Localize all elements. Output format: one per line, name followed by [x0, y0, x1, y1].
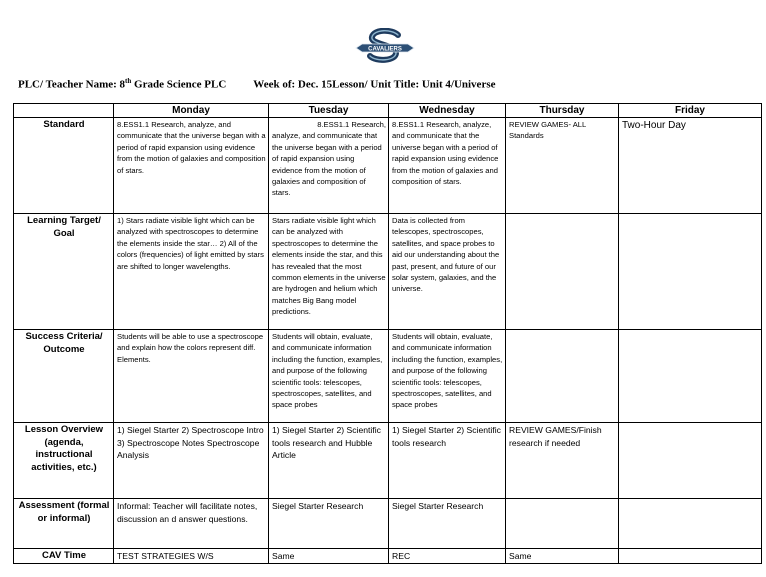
standard-wednesday: 8.ESS1.1 Research, analyze, and communicate that the universe began with a period of rapid expansion using evidence from the motion of galaxies and composition of stars.: [389, 118, 506, 214]
day-wednesday: Wednesday: [389, 104, 506, 118]
day-tuesday: Tuesday: [269, 104, 389, 118]
cavaliers-logo: [354, 28, 416, 66]
standard-tuesday-lead: 8.ESS1.1 Research,: [317, 120, 386, 129]
lesson-plan-table: [13, 103, 762, 564]
success-monday: Students will be able to use a spectroscope and explain how the colors represent diff. Elements.: [114, 330, 269, 423]
standard-thursday: REVIEW GAMES- ALL Standards: [506, 118, 619, 214]
label-success-criteria: Success Criteria/ Outcome: [14, 330, 114, 423]
label-assessment: Assessment (formal or informal): [14, 499, 114, 549]
standard-tuesday-text: analyze, and communicate that the universe began with a period of rapid expansion using evidence from the motion of galaxies and composition of stars.: [272, 131, 382, 198]
row-lesson-overview: [14, 423, 762, 499]
row-learning-target: [14, 214, 762, 330]
header-row: [14, 104, 762, 118]
overview-thursday: REVIEW GAMES/Finish research if needed: [506, 423, 619, 499]
row-success-criteria: [14, 330, 762, 423]
label-standard: Standard: [14, 118, 114, 214]
day-friday: Friday: [619, 104, 762, 118]
target-monday: 1) Stars radiate visible light which can be analyzed with spectroscopes to determine the elements inside the star… 2) All of the colors (frequencies) of light emitted by stars are shifted to longer wavelengths.: [114, 214, 269, 330]
label-cav-time: CAV Time: [14, 549, 114, 564]
day-thursday: Thursday: [506, 104, 619, 118]
unit-title: Lesson/ Unit Title: Unit 4/Universe: [332, 78, 496, 91]
standard-monday: 8.ESS1.1 Research, analyze, and communicate that the universe began with a period of rapid expansion using evidence from the motion of galaxies and composition of stars.: [114, 118, 269, 214]
target-tuesday: Stars radiate visible light which can be analyzed with spectroscopes to determine the elements inside the star, and this has revealed that the most common elements in the universe are hydrogen and helium which matches Big Bang model predictions.: [269, 214, 389, 330]
teacher-name: PLC/ Teacher Name: 8: [18, 78, 126, 91]
success-wednesday: Students will obtain, evaluate, and communicate information including the function, examples, and purpose of the following scientific tools: telescopes, spectroscopes, satellites, and space probes: [389, 330, 506, 423]
assessment-thursday: [506, 499, 619, 549]
assessment-monday: Informal: Teacher will facilitate notes, discussion an d answer questions.: [114, 499, 269, 549]
cav-friday: [619, 549, 762, 564]
target-friday: [619, 214, 762, 330]
cav-tuesday: Same: [269, 549, 389, 564]
row-standard: [14, 118, 762, 214]
row-assessment: [14, 499, 762, 549]
label-learning-target: Learning Target/ Goal: [14, 214, 114, 330]
overview-monday: 1) Siegel Starter 2) Spectroscope Intro 3) Spectroscope Notes Spectroscope Analysis: [114, 423, 269, 499]
plan-heading: [18, 77, 496, 91]
overview-tuesday: 1) Siegel Starter 2) Scientific tools research and Hubble Article: [269, 423, 389, 499]
day-monday: Monday: [114, 104, 269, 118]
overview-wednesday: 1) Siegel Starter 2) Scientific tools research: [389, 423, 506, 499]
standard-tuesday: [269, 118, 389, 214]
cav-wednesday: REC: [389, 549, 506, 564]
target-wednesday: Data is collected from telescopes, spectroscopes, satellites, and space probes to aid our understanding about the past, present, and future of our solar system, galaxies, and the universe.: [389, 214, 506, 330]
corner-cell: [14, 104, 114, 118]
success-thursday: [506, 330, 619, 423]
teacher-name-rest: Grade Science PLC: [131, 78, 227, 91]
week-of: Week of: Dec. 15: [253, 78, 333, 91]
teacher-name-sup: th: [125, 77, 132, 85]
cav-thursday: Same: [506, 549, 619, 564]
overview-friday: [619, 423, 762, 499]
cav-monday: TEST STRATEGIES W/S: [114, 549, 269, 564]
standard-friday: Two-Hour Day: [619, 118, 762, 214]
logo-banner-text: CAVALIERS: [368, 46, 402, 53]
row-cav-time: [14, 549, 762, 564]
assessment-wednesday: Siegel Starter Research: [389, 499, 506, 549]
success-friday: [619, 330, 762, 423]
success-tuesday: Students will obtain, evaluate, and communicate information including the function, examples, and purpose of the following scientific tools: telescopes, spectroscopes, satellites, and space probes: [269, 330, 389, 423]
assessment-tuesday: Siegel Starter Research: [269, 499, 389, 549]
label-lesson-overview: Lesson Overview (agenda, instructional activities, etc.): [14, 423, 114, 499]
target-thursday: [506, 214, 619, 330]
assessment-friday: [619, 499, 762, 549]
